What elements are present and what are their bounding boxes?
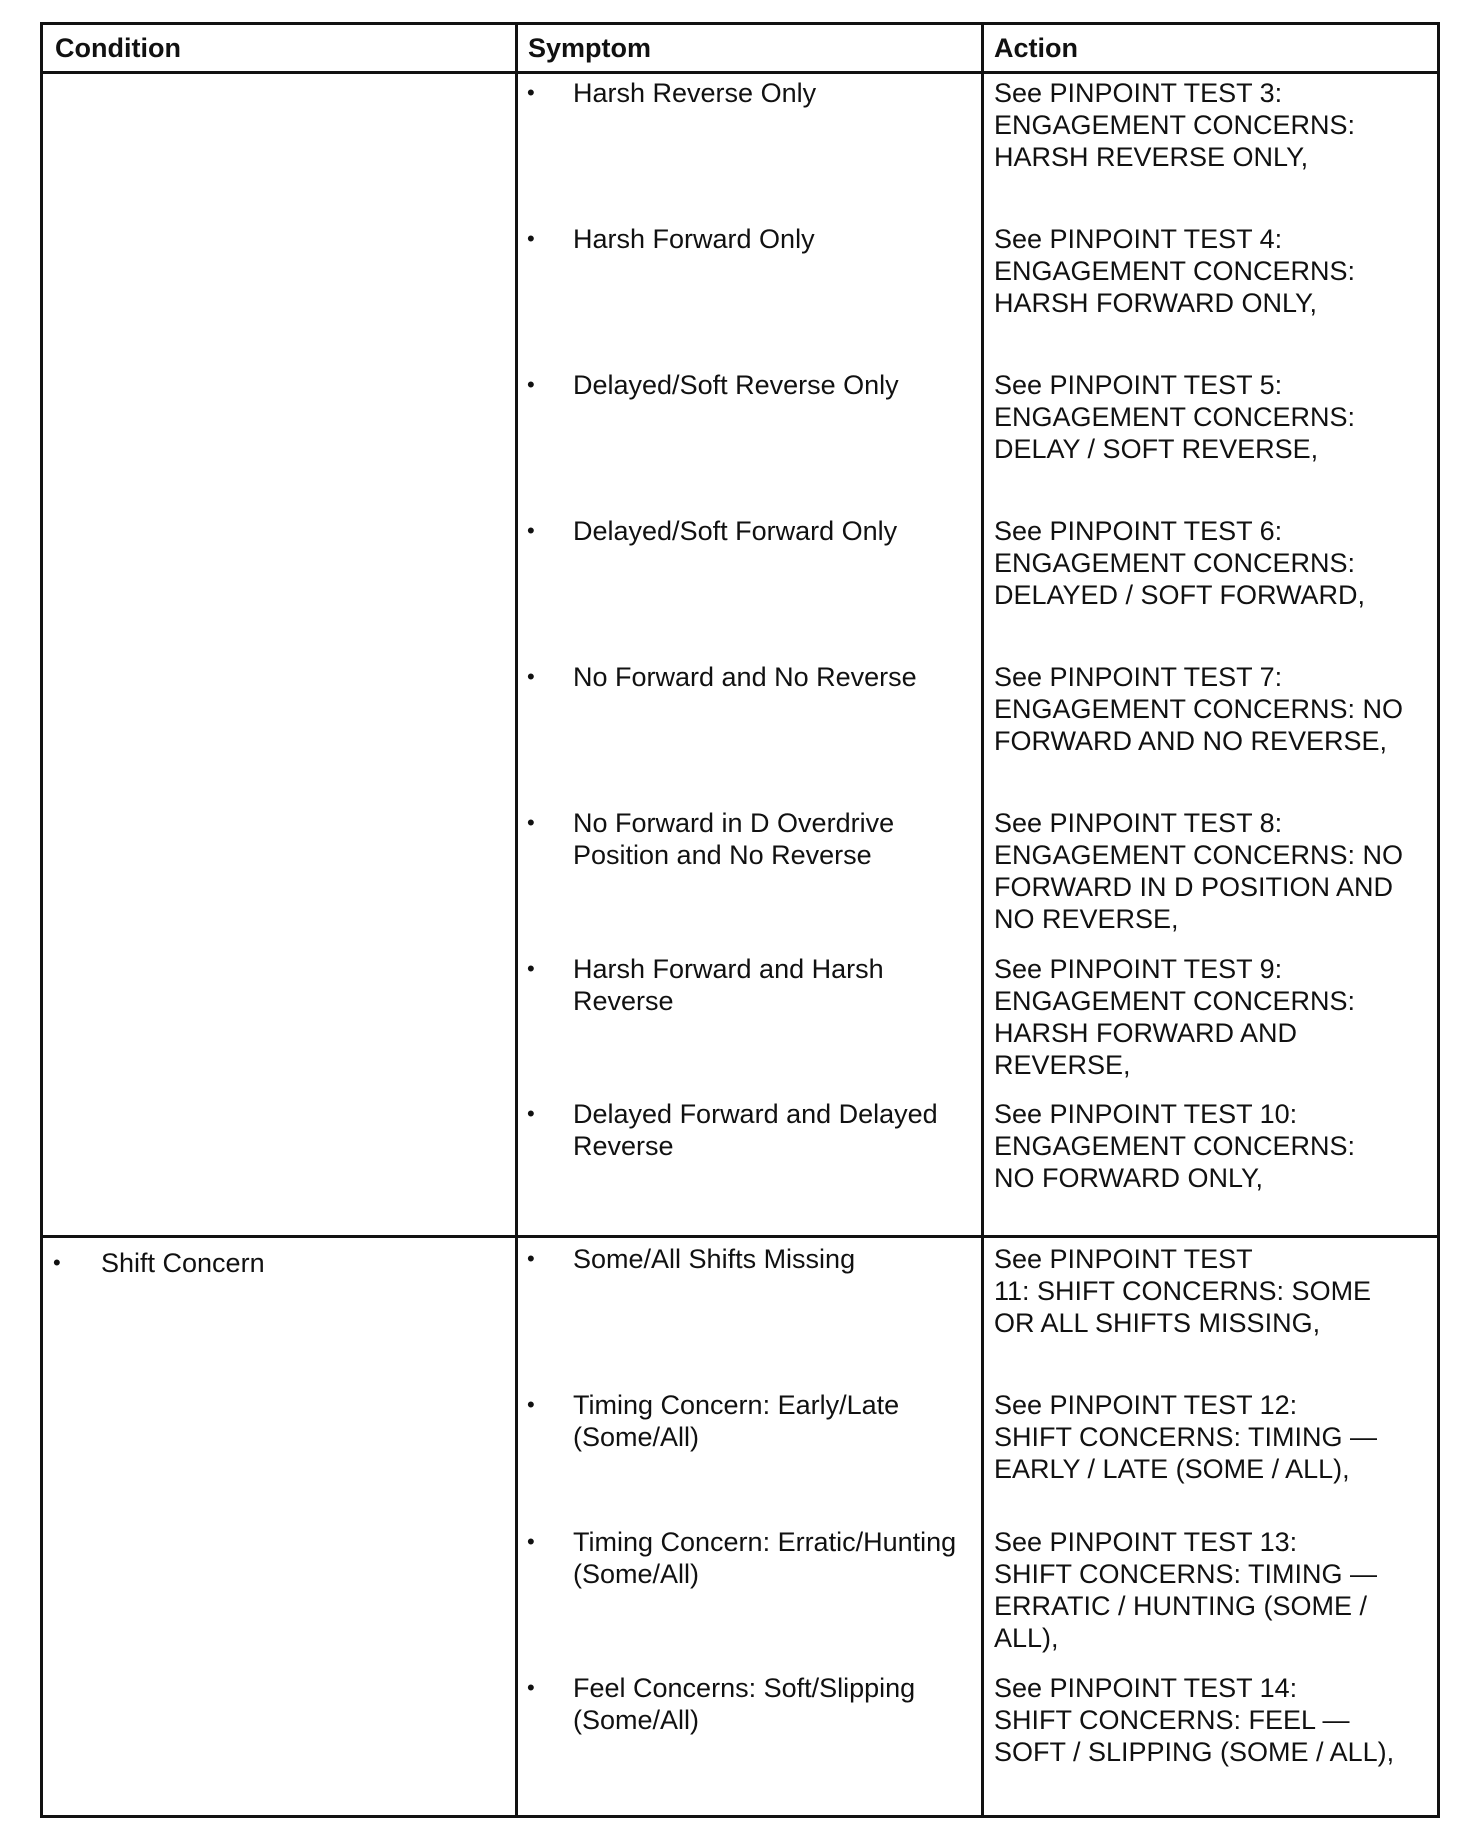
symptom-cell: [573, 807, 978, 871]
text-line: Delayed/Soft Forward Only: [573, 516, 898, 546]
text-line: FORWARD AND NO REVERSE,: [994, 726, 1388, 756]
text-line: ENGAGEMENT CONCERNS:: [994, 402, 1356, 432]
text-line: DELAY / SOFT REVERSE,: [994, 434, 1319, 464]
text-line: Reverse: [573, 986, 674, 1016]
symptom-bullet: •: [527, 226, 535, 251]
text-line: See PINPOINT TEST 7:: [994, 662, 1283, 692]
text-line: NO FORWARD ONLY,: [994, 1163, 1264, 1193]
action-cell: [994, 1526, 1444, 1654]
symptom-bullet: •: [527, 1529, 535, 1554]
condition-bullet: •: [53, 1250, 61, 1275]
text-line: ENGAGEMENT CONCERNS:: [994, 1131, 1356, 1161]
action-cell: [994, 515, 1444, 611]
text-line: See PINPOINT TEST 14:: [994, 1673, 1298, 1703]
header-condition: Condition: [55, 33, 181, 63]
text-line: EARLY / LATE (SOME / ALL),: [994, 1454, 1350, 1484]
text-line: Position and No Reverse: [573, 840, 872, 870]
symptom-cell: [573, 953, 978, 1017]
text-line: See PINPOINT TEST 10:: [994, 1099, 1298, 1129]
text-line: ENGAGEMENT CONCERNS:: [994, 986, 1356, 1016]
symptom-bullet: •: [527, 956, 535, 981]
symptom-bullet: •: [527, 810, 535, 835]
text-line: See PINPOINT TEST 9:: [994, 954, 1283, 984]
text-line: ENGAGEMENT CONCERNS:: [994, 256, 1356, 286]
action-cell: [994, 1098, 1444, 1194]
text-line: See PINPOINT TEST: [994, 1244, 1253, 1274]
action-cell: [994, 807, 1444, 935]
text-line: SHIFT CONCERNS: TIMING —: [994, 1559, 1378, 1589]
condition-shift-concern: Shift Concern: [101, 1248, 265, 1278]
text-line: Delayed/Soft Reverse Only: [573, 370, 899, 400]
action-cell: [994, 77, 1444, 173]
text-line: See PINPOINT TEST 6:: [994, 516, 1283, 546]
symptom-cell: [573, 77, 978, 109]
symptom-cell: [573, 1389, 978, 1453]
text-line: Harsh Forward Only: [573, 224, 815, 254]
symptom-bullet: •: [527, 1246, 535, 1271]
text-line: SOFT / SLIPPING (SOME / ALL),: [994, 1737, 1395, 1767]
section-divider: [43, 1235, 1437, 1238]
text-line: NO REVERSE,: [994, 904, 1179, 934]
symptom-bullet: •: [527, 1101, 535, 1126]
text-line: REVERSE,: [994, 1050, 1131, 1080]
header-divider: [43, 71, 1437, 74]
action-cell: [994, 661, 1444, 757]
text-line: ERRATIC / HUNTING (SOME /: [994, 1591, 1368, 1621]
text-line: HARSH REVERSE ONLY,: [994, 142, 1309, 172]
text-line: Harsh Reverse Only: [573, 78, 817, 108]
symptom-cell: [573, 1243, 978, 1275]
text-line: ENGAGEMENT CONCERNS:: [994, 110, 1356, 140]
column-divider: [515, 25, 518, 1815]
symptom-bullet: •: [527, 1392, 535, 1417]
text-line: See PINPOINT TEST 8:: [994, 808, 1283, 838]
symptom-bullet: •: [527, 664, 535, 689]
text-line: ENGAGEMENT CONCERNS:: [994, 548, 1356, 578]
action-cell: [994, 1389, 1444, 1485]
text-line: (Some/All): [573, 1559, 700, 1589]
text-line: See PINPOINT TEST 3:: [994, 78, 1283, 108]
symptom-cell: [573, 369, 978, 401]
action-cell: [994, 223, 1444, 319]
text-line: ALL),: [994, 1623, 1059, 1653]
symptom-bullet: •: [527, 518, 535, 543]
symptom-bullet: •: [527, 1675, 535, 1700]
text-line: SHIFT CONCERNS: TIMING —: [994, 1422, 1378, 1452]
text-line: See PINPOINT TEST 12:: [994, 1390, 1298, 1420]
text-line: See PINPOINT TEST 5:: [994, 370, 1283, 400]
text-line: Timing Concern: Erratic/Hunting: [573, 1527, 957, 1557]
header-symptom: Symptom: [528, 33, 652, 63]
symptom-cell: [573, 515, 978, 547]
symptom-bullet: •: [527, 372, 535, 397]
action-cell: [994, 1243, 1444, 1339]
symptom-cell: [573, 661, 978, 693]
column-divider: [981, 25, 984, 1815]
diagnosis-table: [40, 22, 1440, 1818]
text-line: HARSH FORWARD AND: [994, 1018, 1298, 1048]
text-line: DELAYED / SOFT FORWARD,: [994, 580, 1366, 610]
action-cell: [994, 1672, 1444, 1768]
text-line: HARSH FORWARD ONLY,: [994, 288, 1318, 318]
header-action: Action: [994, 33, 1078, 63]
text-line: (Some/All): [573, 1705, 700, 1735]
text-line: Delayed Forward and Delayed: [573, 1099, 938, 1129]
text-line: See PINPOINT TEST 4:: [994, 224, 1283, 254]
text-line: ENGAGEMENT CONCERNS: NO: [994, 840, 1404, 870]
text-line: FORWARD IN D POSITION AND: [994, 872, 1394, 902]
text-line: Harsh Forward and Harsh: [573, 954, 884, 984]
action-cell: [994, 953, 1444, 1081]
text-line: Timing Concern: Early/Late: [573, 1390, 900, 1420]
text-line: Feel Concerns: Soft/Slipping: [573, 1673, 916, 1703]
symptom-cell: [573, 1526, 978, 1590]
text-line: No Forward and No Reverse: [573, 662, 917, 692]
text-line: Some/All Shifts Missing: [573, 1244, 856, 1274]
text-line: ENGAGEMENT CONCERNS: NO: [994, 694, 1404, 724]
text-line: OR ALL SHIFTS MISSING,: [994, 1308, 1321, 1338]
text-line: SHIFT CONCERNS: FEEL —: [994, 1705, 1350, 1735]
symptom-bullet: •: [527, 80, 535, 105]
text-line: See PINPOINT TEST 13:: [994, 1527, 1298, 1557]
text-line: No Forward in D Overdrive: [573, 808, 895, 838]
symptom-cell: [573, 223, 978, 255]
text-line: (Some/All): [573, 1422, 700, 1452]
symptom-cell: [573, 1672, 978, 1736]
text-line: 11: SHIFT CONCERNS: SOME: [994, 1276, 1372, 1306]
text-line: Reverse: [573, 1131, 674, 1161]
symptom-cell: [573, 1098, 978, 1162]
action-cell: [994, 369, 1444, 465]
